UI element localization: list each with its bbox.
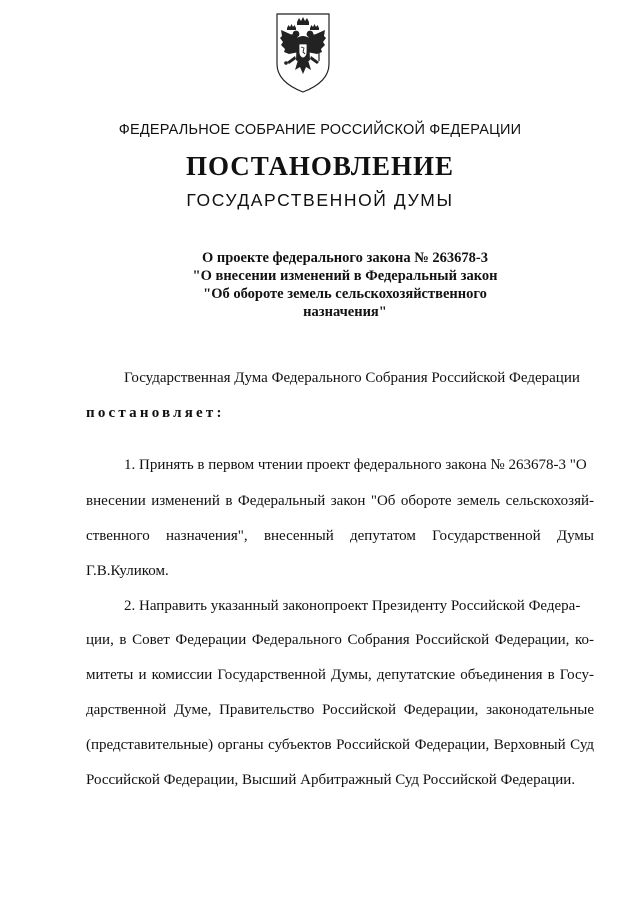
item2-line: 2. Направить указанный законопроект Президенту Российской Федера-	[124, 598, 581, 614]
item1-line: 1. Принять в первом чтении проект федерального закона № 263678-3 "О	[124, 457, 587, 473]
item2-line: дарственной Думе, Правительство Российской Федерации, законодательные	[86, 702, 594, 718]
item1-line: ственного назначения", внесенный депутатом Государственной Думы	[86, 528, 594, 544]
intro-paragraph: Государственная Дума Федерального Собрания Российской Федерации	[124, 370, 580, 386]
document-type-title: ПОСТАНОВЛЕНИЕ	[185, 151, 455, 181]
organization-heading: ФЕДЕРАЛЬНОЕ СОБРАНИЕ РОССИЙСКОЙ ФЕДЕРАЦИИ	[118, 122, 522, 138]
item2-line: митеты и комиссии Государственной Думы, депутатские объединения в Госу-	[86, 667, 594, 683]
item1-line: внесении изменений в Федеральный закон "Об обороте земель сельскохозяй-	[86, 493, 594, 509]
item2-line: (представительные) органы субъектов Российской Федерации, Верховный Суд	[86, 737, 594, 753]
resolves-label: постановляет:	[86, 405, 225, 421]
subject-block	[170, 249, 520, 321]
document-subtitle: ГОСУДАРСТВЕННОЙ ДУМЫ	[186, 190, 454, 210]
item1-line: Г.В.Куликом.	[86, 563, 169, 579]
subject-line: О проекте федерального закона № 263678-3	[201, 250, 489, 266]
subject-line: "О внесении изменений в Федеральный закон	[192, 268, 498, 284]
subject-line: "Об обороте земель сельскохозяйственного	[203, 286, 487, 302]
item2-line: Российской Федерации, Высший Арбитражный Суд Российской Федерации.	[86, 772, 576, 788]
item2-line: ции, в Совет Федерации Федерального Собрания Российской Федерации, ко-	[86, 632, 594, 648]
russian-coat-of-arms-icon	[273, 12, 333, 94]
subject-line: назначения"	[303, 304, 387, 320]
